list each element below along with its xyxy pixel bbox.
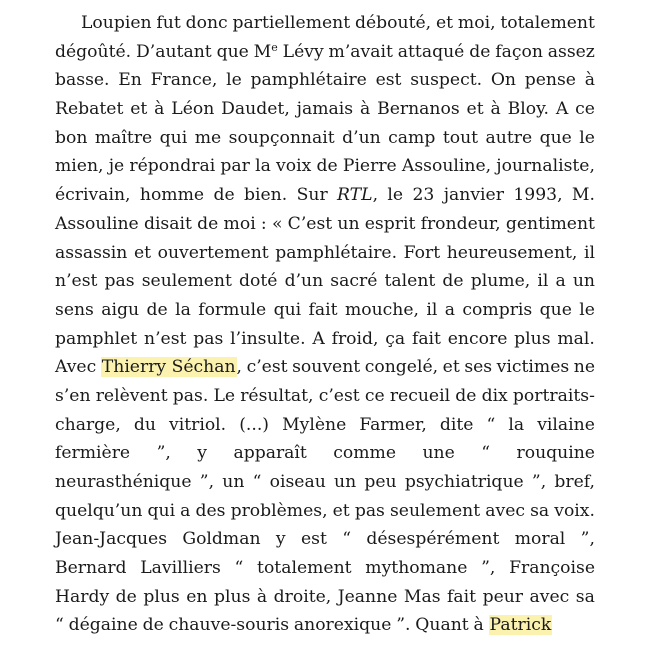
text-line: neurasthénique ”, un “ oiseau un peu psychiatrique ”, bref, — [55, 472, 595, 492]
text-line: Bernard Lavilliers “ totalement mythomane ”, Françoise — [55, 558, 595, 579]
text-line: pamphlet n’est pas l’insulte. A froid, ça fait encore plus mal. — [55, 328, 595, 349]
text-line: Jean-Jacques Goldman y est “ désespérément moral ”, — [55, 529, 595, 550]
text-line: n’est pas seulement doté d’un sacré talent de plume, il a un — [55, 271, 595, 292]
text-line: mien, je répondrai par la voix de Pierre Assouline, journaliste, — [55, 156, 595, 177]
text-line: bon maître qui me soupçonnait d’un camp tout autre que le — [55, 127, 595, 148]
text-line: sens aigu de la formule qui fait mouche, il a compris que le — [55, 299, 595, 320]
body-paragraph — [55, 9, 595, 640]
text-line: fermière ”, y apparaît comme une “ rouquine — [55, 443, 595, 464]
highlighted-name: Thierry Séchan — [101, 357, 236, 378]
text-line: Hardy de plus en plus à droite, Jeanne Mas fait peur avec sa — [55, 586, 595, 607]
text-line: Assouline disait de moi : « C’est un esprit frondeur, gentiment — [55, 213, 595, 234]
text-line: Avec Thierry Séchan, c’est souvent congelé, et ses victimes ne — [55, 357, 595, 378]
highlighted-name: Patrick — [489, 615, 552, 636]
text-line: Loupien fut donc partiellement débouté, et moi, totalement — [81, 13, 595, 33]
text-line: charge, du vitriol. (...) Mylène Farmer, dite “ la vilaine — [55, 414, 595, 435]
text-line: Rebatet et à Léon Daudet, jamais à Bernanos et à Bloy. A ce — [55, 99, 595, 120]
text-line: dégoûté. D’autant que Me Lévy m’avait attaqué de façon assez — [55, 40, 595, 62]
text-line: s’en relèvent pas. Le résultat, c’est ce recueil de dix portraits- — [55, 385, 595, 406]
text-line: assassin et ouvertement pamphlétaire. Fort heureusement, il — [55, 242, 595, 263]
text-line: “ dégaine de chauve-souris anorexique ”. Quant à Patrick — [55, 615, 552, 636]
text-line: basse. En France, le pamphlétaire est suspect. On pense à — [55, 70, 595, 91]
text-line: quelqu’un qui a des problèmes, et pas seulement avec sa voix. — [55, 500, 595, 521]
text-line: écrivain, homme de bien. Sur RTL, le 23 janvier 1993, M. — [55, 185, 595, 206]
